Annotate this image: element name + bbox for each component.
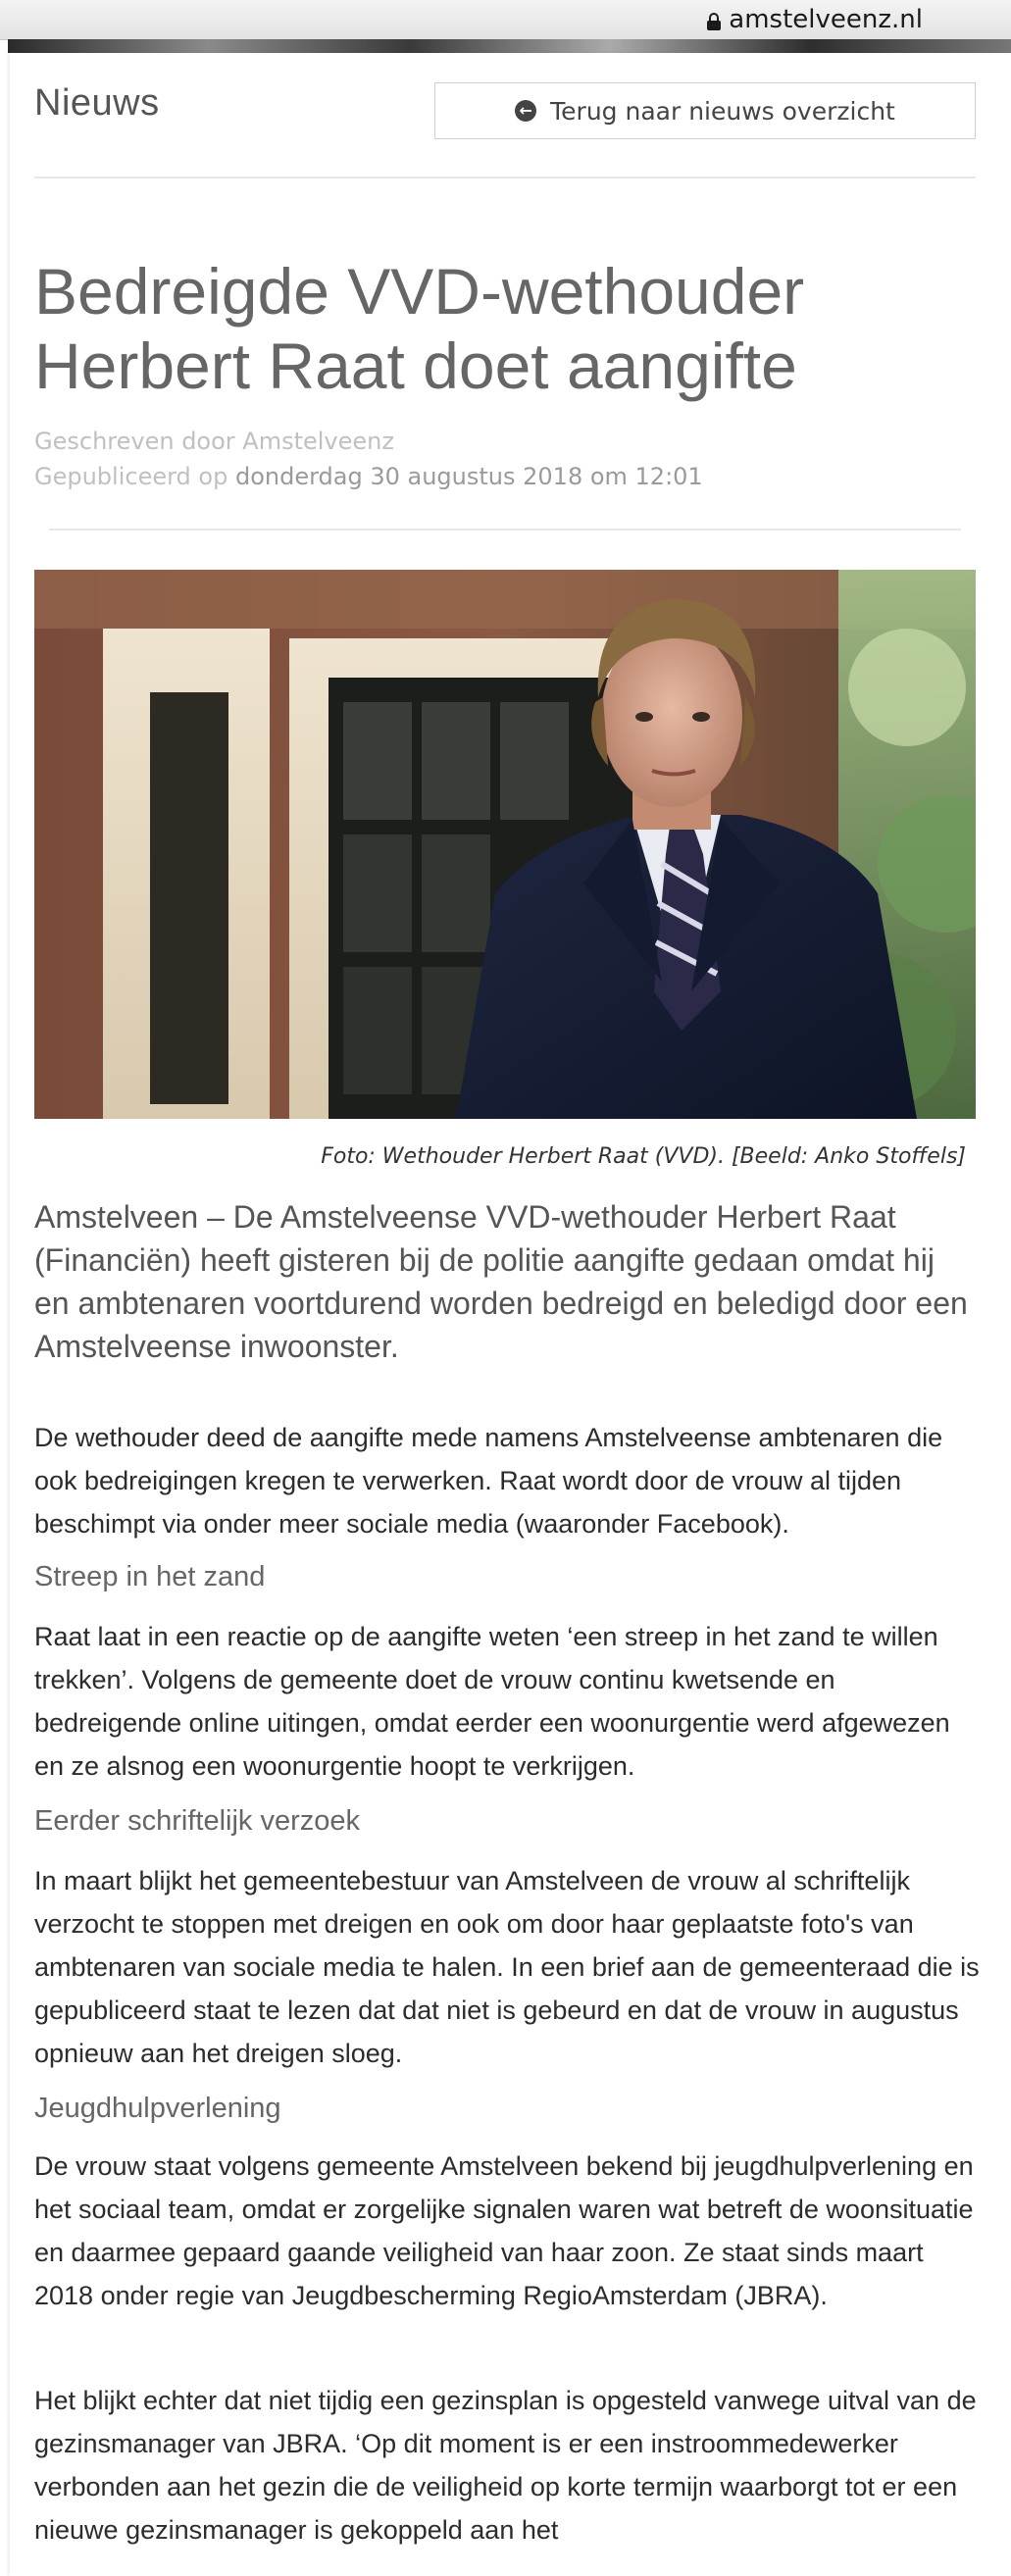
article-paragraph: Het blijkt echter dat niet tijdig een gezinsplan is opgesteld vanwege uitval van de gezinsmanager van JBRA. ‘Op dit moment is er een instroommedewerker verbonden aan het gezin die de veiligheid op korte termijn waarborgt tot er een nieuwe gezinsmanager is gekoppeld aan het (34, 2386, 977, 2545)
article-paragraph: De vrouw staat volgens gemeente Amstelveen bekend bij jeugdhulpverlening en het sociaal team, omdat er zorgelijke signalen waren wat betreft de woonsituatie en daarmee gepaard gaande veiligheid van haar zoon. Ze staat sinds maart 2018 onder regie van Jeugdbescherming RegioAmsterdam (JBRA). (34, 2151, 974, 2310)
article-page (10, 53, 1011, 2576)
back-to-news-button[interactable] (434, 82, 976, 139)
article-lead: Amstelveen – De Amstelveense VVD-wethouder Herbert Raat (Financiën) heeft gisteren bij de politie aangifte gedaan omdat hij en ambtenaren voortdurend worden bedreigd en beledigd door een Amstelveense inwoonster. (34, 1199, 968, 1364)
divider (49, 529, 961, 530)
browser-url-bar[interactable] (0, 0, 1011, 40)
article-meta (34, 424, 703, 494)
photo-caption: Foto: Wethouder Herbert Raat (VVD). [Beeld: Anko Stoffels] (321, 1144, 966, 1169)
url-text: amstelveenz.nl (729, 5, 923, 34)
lock-icon (707, 13, 721, 30)
header-photo-strip (8, 39, 1011, 53)
arrow-circle-left-icon: ← (515, 100, 536, 122)
divider (34, 177, 976, 178)
published-date: donderdag 30 augustus 2018 om 12:01 (234, 463, 703, 490)
published-line (34, 459, 703, 494)
article-subhead: Eerder schriftelijk verzoek (34, 1805, 360, 1837)
article-paragraph: In maart blijkt het gemeentebestuur van Amstelveen de vrouw al schriftelijk verzocht te stoppen met dreigen en ook om door haar geplaatste foto's van ambtenaren van sociale media te halen. In een brief aan de gemeenteraad die is gepubliceerd staat te lezen dat dat niet is gebeurd en dat de vrouw in augustus opnieuw aan het dreigen sloeg. (34, 1866, 980, 2068)
article-subhead: Streep in het zand (34, 1561, 266, 1592)
article-title: Bedreigde VVD-wethouder Herbert Raat doet aangifte (34, 255, 805, 402)
published-prefix: Gepubliceerd op (34, 463, 235, 490)
article-paragraph: Raat laat in een reactie op de aangifte weten ‘een streep in het zand te willen trekken’. Volgens de gemeente doet de vrouw continu kwetsende en bedreigende online uitingen, omdat eerder een woonurgentie werd afgewezen en ze alsnog een woonurgentie hoopt te verkrijgen. (34, 1622, 950, 1781)
article-subhead: Jeugdhulpverlening (34, 2093, 281, 2124)
author-line: Geschreven door Amstelveenz (34, 428, 394, 455)
back-button-label: Terug naar nieuws overzicht (550, 96, 895, 126)
url-display[interactable] (707, 0, 923, 39)
section-title: Nieuws (34, 82, 160, 124)
article-paragraph: De wethouder deed de aangifte mede namens Amstelveense ambtenaren die ook bedreigingen kregen te verwerken. Raat wordt door de vrouw al tijden beschimpt via onder meer sociale media (waaronder Facebook). (34, 1423, 943, 1539)
article-photo (34, 570, 976, 1119)
